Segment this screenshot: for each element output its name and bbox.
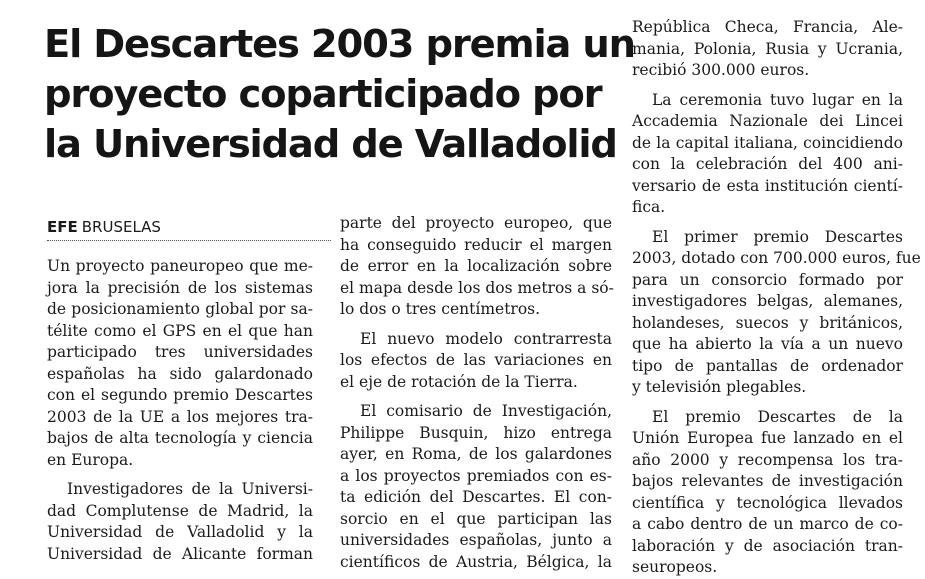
article-text-line: el mapa desde los dos metros a só-	[340, 278, 614, 297]
paragraph-gap	[47, 471, 313, 479]
article-text-line: parte del proyecto europeo, que	[340, 214, 612, 232]
byline-location: BRUSELAS	[81, 218, 161, 236]
paragraph-gap	[632, 399, 903, 407]
article-text-line: Investigadores de la Universi-	[67, 480, 313, 498]
article-text-line: Accademia Nazionale dei Lincei	[632, 112, 903, 130]
article-text-line: tipo de pantallas de ordenador	[632, 356, 903, 375]
headline-line: la Universidad de Valladolid	[44, 122, 617, 167]
article-text-line: en Europa.	[47, 450, 134, 469]
article-text-line: El primer premio Descartes	[652, 227, 903, 246]
article-text-line: bajos relevantes de investigación	[632, 472, 903, 490]
byline	[47, 218, 327, 236]
article-text-line: Un proyecto paneuropeo que me-	[47, 257, 313, 275]
article-text-line: mania, Polonia, Rusia y Ucrania,	[632, 39, 903, 58]
article-text-line: a cabo dentro de un marco de co-	[632, 515, 903, 533]
headline-line: proyecto coparticipado por	[44, 72, 602, 117]
article-text-line: seuropeos.	[632, 558, 718, 576]
article-column-1	[47, 256, 313, 565]
article-text-line: año 2000 y recompensa los tra-	[632, 450, 903, 469]
article-text-line: bajos de alta tecnología y ciencia	[47, 429, 313, 447]
paragraph-gap	[340, 393, 612, 401]
headline-line: El Descartes 2003 premia un	[44, 22, 635, 67]
article-text-line: lo dos o tres centímetros.	[340, 300, 541, 318]
article-text-line: ayer, en Roma, de los galardones	[340, 445, 612, 463]
article-text-line: el eje de rotación de la Tierra.	[340, 372, 578, 391]
article-text-line: para un consorcio formado por	[632, 270, 903, 289]
article-text-line: 2003 de la UE a los mejores tra-	[47, 407, 313, 426]
article-text-line: investigadores belgas, alemanes,	[632, 292, 903, 310]
article-text-line: de error en la localización sobre	[340, 257, 612, 275]
headline	[44, 20, 635, 170]
article-text-line: ta edición del Descartes. El con-	[340, 488, 612, 506]
article-text-line: 2003, dotado con 700.000 euros, fue	[632, 249, 921, 267]
byline-divider	[47, 240, 331, 241]
article-text-line: La ceremonia tuvo lugar en la	[652, 90, 903, 109]
article-text-line: Universidad de Alicante forman	[47, 544, 313, 563]
article-text-line: holandeses, suecos y británicos,	[632, 313, 903, 332]
article-text-line: Unión Europea fue lanzado en el	[632, 429, 903, 447]
byline-agency: EFE	[47, 218, 78, 236]
article-text-line: universidades españolas, junto a	[340, 531, 612, 549]
article-text-line: fica.	[632, 198, 666, 216]
article-column-2	[340, 213, 612, 573]
article-text-line: y televisión plegables.	[632, 378, 807, 396]
article-text-line: recibió 300.000 euros.	[632, 61, 810, 79]
article-text-line: de la capital italiana, coincidiendo	[632, 133, 903, 152]
article-text-line: con el segundo premio Descartes	[47, 386, 313, 404]
article-text-line: sorcio en el que participan las	[340, 509, 612, 528]
article-text-line: El premio Descartes de la	[652, 407, 903, 426]
article-text-line: con la celebración del 400 ani-	[632, 155, 903, 173]
article-text-line: República Checa, Francia, Ale-	[632, 18, 903, 36]
article-text-line: a los proyectos premiados con es-	[340, 466, 612, 485]
article-text-line: jora la precisión de los sistemas	[47, 278, 313, 297]
article-column-3	[632, 17, 921, 579]
article-text-line: científicos de Austria, Bélgica, la	[340, 552, 612, 571]
paragraph-gap	[340, 321, 612, 329]
article-text-line: los efectos de las variaciones en	[340, 351, 612, 369]
article-text-line: científica y tecnológica llevados	[632, 493, 903, 512]
article-text-line: participado tres universidades	[47, 343, 313, 361]
paragraph-gap	[632, 82, 903, 90]
article-text-line: El nuevo modelo contrarresta	[360, 329, 612, 348]
article-text-line: Universidad de Valladolid y la	[47, 523, 313, 541]
article-text-line: El comisario de Investigación,	[360, 402, 612, 420]
article-text-line: Philippe Busquin, hizo entrega	[340, 423, 612, 442]
article-text-line: dad Complutense de Madrid, la	[47, 501, 313, 520]
article-text-line: españolas ha sido galardonado	[47, 364, 313, 383]
article-text-line: de posicionamiento global por sa-	[47, 300, 313, 318]
article-text-line: que ha abierto la vía a un nuevo	[632, 335, 903, 353]
paragraph-gap	[632, 219, 903, 227]
article-text-line: ha conseguido reducir el margen	[340, 235, 612, 254]
article-text-line: télite como el GPS en el que han	[47, 321, 313, 340]
article-text-line: versario de esta institución cientí-	[632, 176, 903, 195]
article-text-line: laboración y de asociación tran-	[632, 536, 903, 555]
